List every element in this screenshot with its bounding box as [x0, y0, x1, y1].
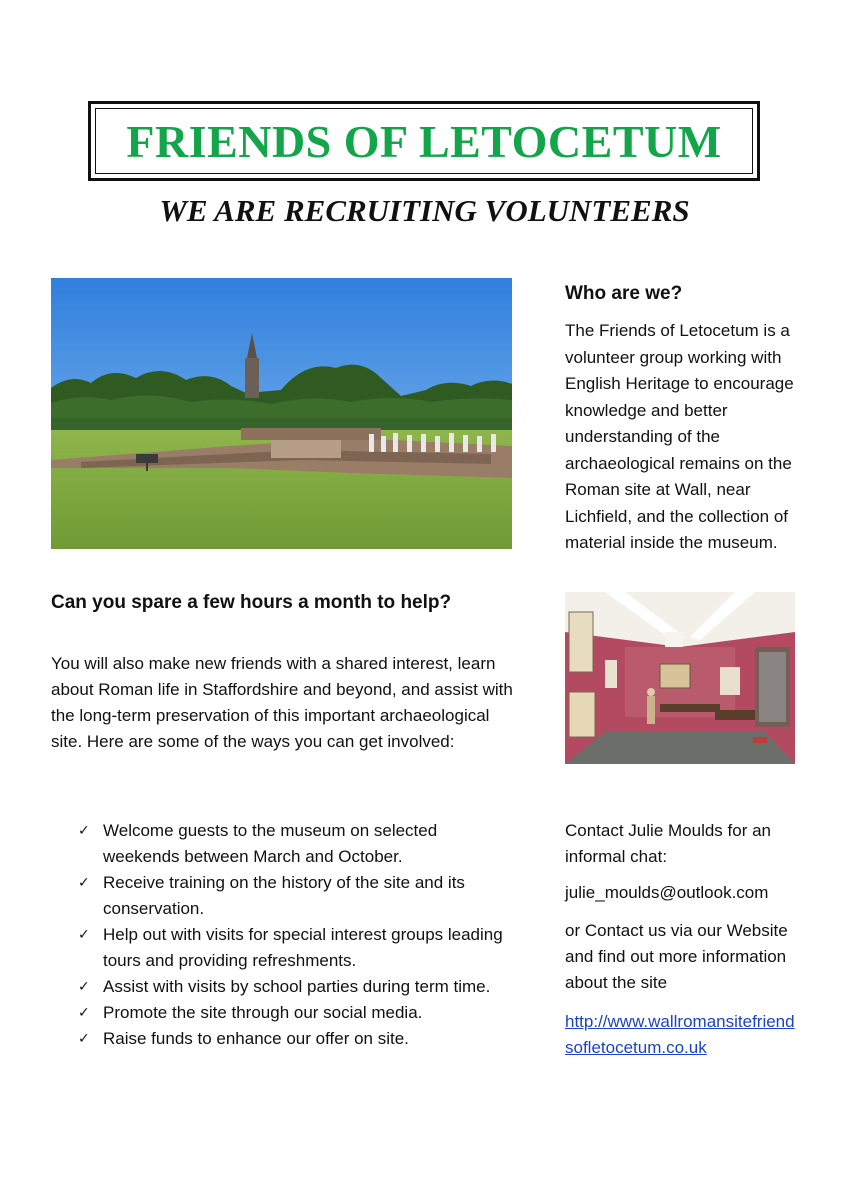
list-item: ✓ Assist with visits by school parties during term time. — [78, 974, 508, 1000]
list-item: ✓ Help out with visits for special interest groups leading tours and providing refreshments. — [78, 922, 508, 974]
checkmark-icon: ✓ — [78, 875, 90, 891]
page-title: FRIENDS OF LETOCETUM — [126, 115, 722, 167]
list-item: ✓ Welcome guests to the museum on selected weekends between March and October. — [78, 818, 508, 870]
roman-site-photo — [51, 278, 512, 549]
checkmark-icon: ✓ — [78, 979, 90, 995]
subtitle: WE ARE RECRUITING VOLUNTEERS — [159, 193, 690, 228]
website-link[interactable]: http://www.wallromansitefriendsofletocetum.co.uk — [565, 1012, 795, 1057]
who-are-we-text: The Friends of Letocetum is a volunteer group working with English Heritage to encourage knowledge and better understanding of the archaeological remains on the Roman site at Wall, near Lichfield, and the collection of material inside the museum. — [565, 321, 794, 552]
museum-interior-photo — [565, 592, 795, 764]
checkmark-icon: ✓ — [78, 823, 90, 839]
checkmark-icon: ✓ — [78, 1005, 90, 1021]
contact-email: julie_moulds@outlook.com — [565, 883, 769, 902]
contact-website-text: or Contact us via our Website and find out more information about the site — [565, 921, 788, 992]
checkmark-icon: ✓ — [78, 927, 90, 943]
help-text: You will also make new friends with a shared interest, learn about Roman life in Staffordshire and beyond, and assist with the long-term preservation of this important archaeological site. Here are some of the ways you can get involved: — [51, 654, 513, 751]
title-box-inner-border — [95, 108, 753, 174]
volunteer-ways-list — [78, 818, 508, 1052]
who-are-we-heading: Who are we? — [565, 283, 683, 304]
help-heading: Can you spare a few hours a month to help? — [51, 592, 452, 613]
list-item: ✓ Raise funds to enhance our offer on site. — [78, 1026, 508, 1052]
list-item: ✓ Promote the site through our social media. — [78, 1000, 508, 1026]
title-box — [88, 101, 760, 181]
checkmark-icon: ✓ — [78, 1031, 90, 1047]
list-item: ✓ Receive training on the history of the site and its conservation. — [78, 870, 508, 922]
contact-intro: Contact Julie Moulds for an informal chat: — [565, 821, 771, 866]
